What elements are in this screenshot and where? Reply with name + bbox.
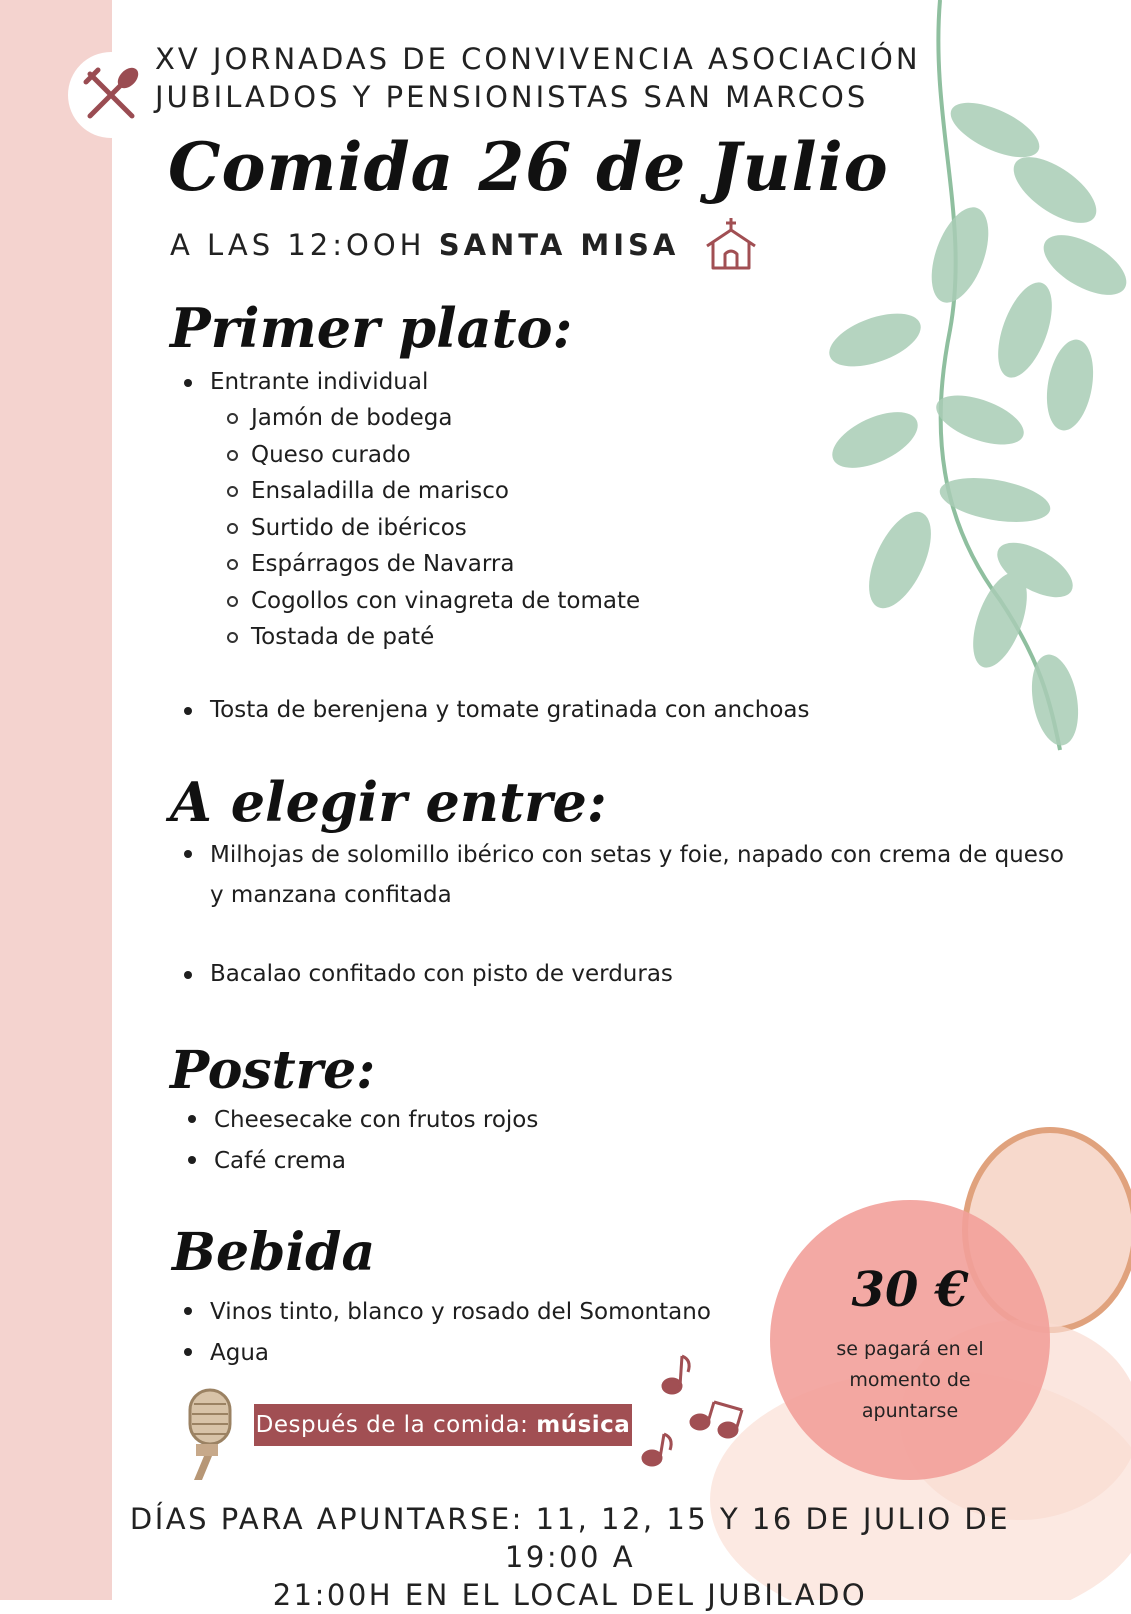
list-item: Bacalao confitado con pisto de verduras [180,956,673,992]
list-item: Cogollos con vinagreta de tomate [225,583,640,620]
music-notes-icon [636,1350,748,1474]
list-item: Ensaladilla de marisco [225,473,640,510]
item-line: Milhojas de solomillo ibérico con setas y foie, napado con crema de queso [210,842,1064,868]
footer-line-2: 21:00H EN EL LOCAL DEL JUBILADO [272,1578,868,1612]
list-item: Tostada de paté [225,619,640,656]
mass-time-prefix: A LAS 12:OOH [170,228,426,262]
list-item: Queso curado [225,437,640,474]
price-note-line: apuntarse [861,1400,959,1422]
list-item: Jamón de bodega [225,400,640,437]
list-item: Tosta de berenjena y tomate gratinada con anchoas [180,692,810,728]
mass-time [170,228,679,262]
music-banner [254,1404,632,1446]
list-item: Café crema [184,1141,538,1182]
microphone-icon [172,1386,242,1482]
entrante-sublist [225,400,640,656]
bebida-list [180,1292,711,1374]
heading-postre: Postre: [170,1040,376,1101]
church-icon [703,216,759,272]
side-band [0,0,112,1600]
heading-bebida: Bebida [172,1222,376,1283]
list-item: Cheesecake con frutos rojos [184,1100,538,1141]
elegir-list-2 [180,956,673,992]
heading-primer-plato: Primer plato: [170,296,573,360]
logo-badge [68,52,154,138]
list-item: Espárragos de Navarra [225,546,640,583]
utensils-icon [80,64,142,126]
price-note [820,1334,1000,1427]
page-title: Comida 26 de Julio [168,128,889,206]
header-line-1: XV JORNADAS DE CONVIVENCIA ASOCIACIÓN [155,42,921,76]
list-item: Entrante individual [180,364,428,400]
price-amount: 30 € [851,1262,969,1318]
header-line-2: JUBILADOS Y PENSIONISTAS SAN MARCOS [155,80,869,114]
footer-line-1: DÍAS PARA APUNTARSE: 11, 12, 15 Y 16 DE JULIO DE 19:00 A [129,1502,1011,1574]
mass-label: SANTA MISA [438,228,680,262]
price-note-line: momento de [849,1369,971,1391]
list-item: Surtido de ibéricos [225,510,640,547]
primer-plato-list [180,364,428,400]
tosta-list [180,692,810,728]
heading-elegir: A elegir entre: [170,770,607,834]
event-header [155,40,921,116]
postre-list [184,1100,538,1182]
list-item: Agua [180,1333,711,1374]
list-item [180,835,1080,915]
elegir-list [180,835,1080,915]
list-item: Vinos tinto, blanco y rosado del Somontano [180,1292,711,1333]
signup-footer [100,1500,1040,1614]
music-prefix: Después de la comida: [255,1412,529,1438]
item-line: y manzana confitada [210,882,452,908]
price-note-line: se pagará en el [836,1338,984,1360]
music-label: música [536,1412,631,1438]
